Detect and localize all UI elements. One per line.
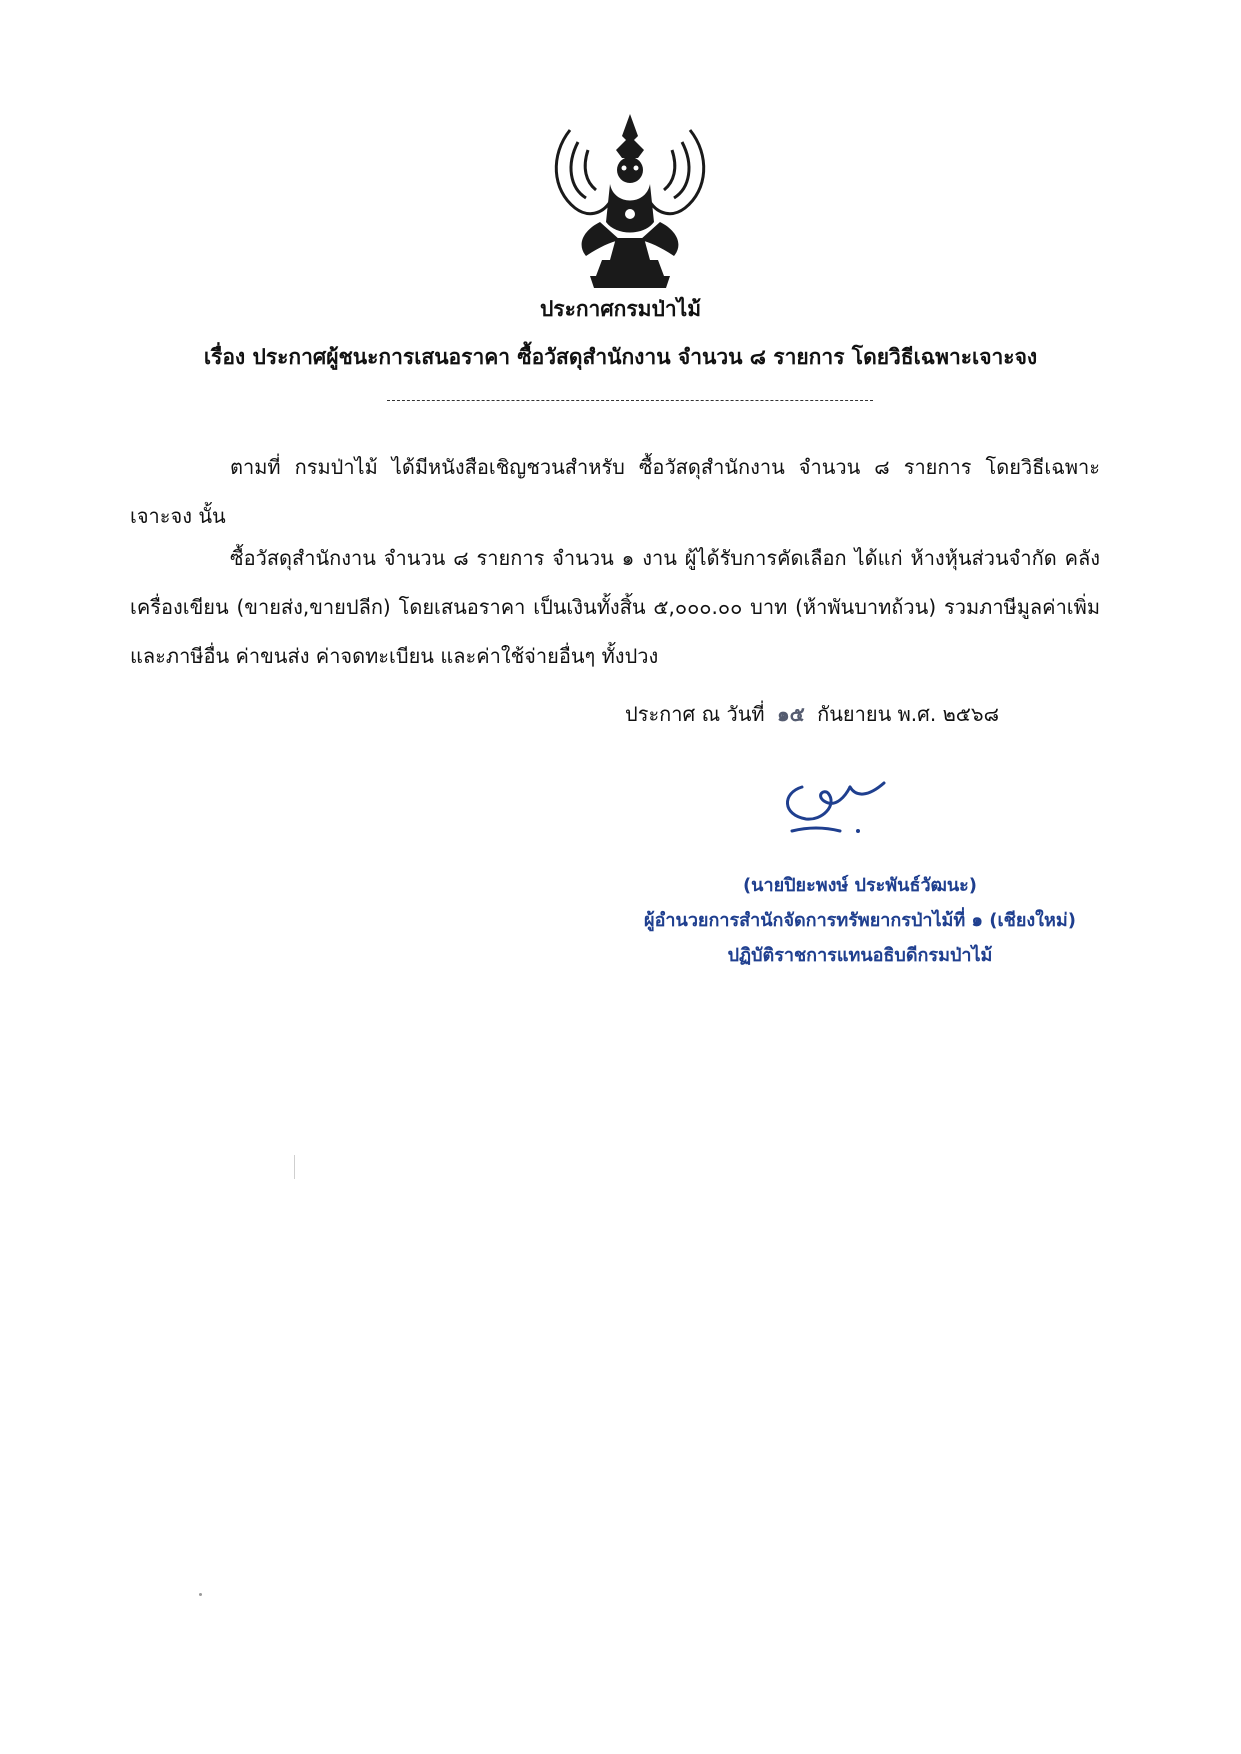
body-paragraph-2: ซื้อวัสดุสำนักงาน จำนวน ๘ รายการ จำนวน ๑ งาน ผู้ได้รับการคัดเลือก ได้แก่ ห้างหุ้นส่วนจำกัด คลังเครื่องเขียน (ขายส่ง,ขายปลีก) โดยเสนอราคา เป็นเงินทั้งสิ้น ๕,๐๐๐.๐๐ บาท (ห้าพันบาทถ้วน) รวมภาษีมูลค่าเพิ่มและภาษีอื่น ค่าขนส่ง ค่าจดทะเบียน และค่าใช้จ่ายอื่นๆ ทั้งปวง [130, 546, 1100, 668]
date-prefix: ประกาศ ณ วันที่ [625, 702, 765, 726]
body-paragraph-1: ตามที่ กรมป่าไม้ ได้มีหนังสือเชิญชวนสำหรับ ซื้อวัสดุสำนักงาน จำนวน ๘ รายการ โดยวิธีเฉพาะเจาะจง นั้น [130, 455, 1100, 528]
scan-artifact-line [294, 1155, 295, 1179]
document-title: ประกาศกรมป่าไม้ [539, 297, 702, 321]
signatory-name: (นายปิยะพงษ์ ประพันธ์วัฒนะ) [742, 875, 978, 896]
signatory-position: ผู้อำนวยการสำนักจัดการทรัพยากรป่าไม้ที่ ๑ (เชียงใหม่) [644, 910, 1076, 931]
date-day: ๑๕ [776, 702, 805, 726]
handwritten-signature-icon [780, 775, 900, 845]
title-divider [387, 400, 873, 401]
announcement-date [625, 698, 999, 730]
signatory-acting: ปฏิบัติราชการแทนอธิบดีกรมป่าไม้ [727, 945, 993, 966]
garuda-emblem-icon [540, 110, 720, 292]
document-subject: เรื่อง ประกาศผู้ชนะการเสนอราคา ซื้อวัสดุสำนักงาน จำนวน ๘ รายการ โดยวิธีเฉพาะเจาะจง [203, 345, 1038, 369]
scan-artifact-dot [199, 1593, 202, 1596]
date-month-year: กันยายน พ.ศ. ๒๕๖๘ [817, 702, 1000, 726]
